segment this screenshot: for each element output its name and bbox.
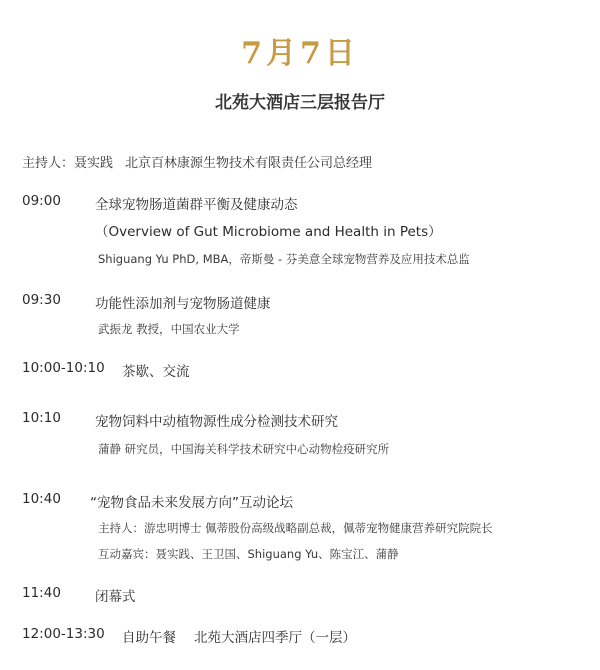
- agenda-time: 12:00-13:30: [22, 626, 105, 642]
- agenda-time: 10:40: [22, 491, 61, 507]
- agenda-speaker: 武振龙 教授，中国农业大学: [98, 322, 240, 336]
- host-label: 主持人：聂实践: [22, 156, 114, 171]
- agenda-title: 功能性添加剂与宠物肠道健康: [95, 296, 271, 312]
- agenda-time: 10:10: [22, 410, 61, 426]
- agenda-speaker: Shiguang Yu PhD, MBA，帝斯曼 - 芬美意全球宠物营养及应用技术总监: [98, 252, 470, 266]
- host-org: 北京百林康源生物技术有限责任公司总经理: [125, 156, 373, 171]
- agenda-time: 09:30: [22, 292, 61, 308]
- forum-guests: 互动嘉宾：聂实践、王卫国、Shiguang Yu、陈宝江、蒲静: [98, 547, 399, 561]
- host-line: [22, 152, 372, 171]
- agenda-title: 自助午餐: [122, 630, 176, 646]
- agenda-title: 全球宠物肠道菌群平衡及健康动态: [95, 197, 298, 213]
- forum-moderator: 主持人：游忠明博士 佩蒂股份高级战略副总裁，佩蒂宠物健康营养研究院院长: [98, 521, 493, 535]
- agenda-speaker: 蒲静 研究员，中国海关科学技术研究中心动物检疫研究所: [98, 442, 390, 456]
- agenda-title-en: （Overview of Gut Microbiome and Health in Pets）: [95, 224, 442, 240]
- agenda-location: 北苑大酒店四季厅（一层）: [194, 630, 356, 646]
- agenda-time: 10:00-10:10: [22, 360, 105, 376]
- agenda-time: 11:40: [22, 585, 61, 601]
- venue-heading: 北苑大酒店三层报告厅: [215, 93, 385, 113]
- agenda-title: 闭幕式: [95, 589, 136, 605]
- agenda-time: 09:00: [22, 193, 61, 209]
- agenda-title: 宠物饲料中动植物源性成分检测技术研究: [95, 414, 338, 430]
- date-heading: 7月7日: [241, 36, 359, 71]
- agenda-title: 茶歇、交流: [122, 364, 190, 380]
- agenda-title: “宠物食品未来发展方向”互动论坛: [90, 495, 293, 511]
